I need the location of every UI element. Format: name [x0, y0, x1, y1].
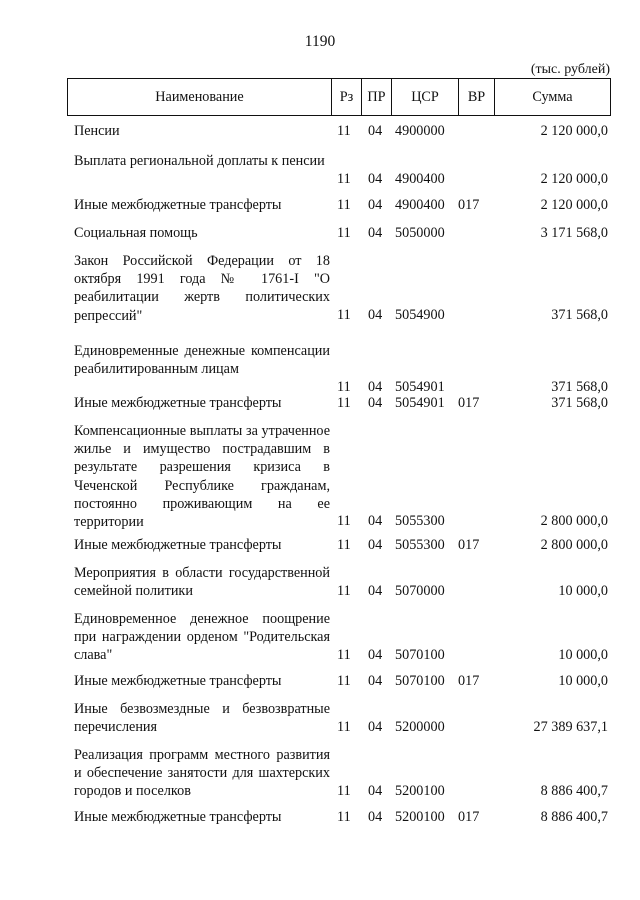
row-csr: 5070100 — [395, 673, 445, 689]
row-vr: 017 — [458, 673, 480, 689]
row-csr: 5055300 — [395, 513, 445, 529]
row-rz: 11 — [337, 537, 351, 553]
table-row — [0, 252, 640, 324]
page-number: 1190 — [304, 33, 336, 50]
row-csr: 4900400 — [395, 171, 445, 187]
row-vr: 017 — [458, 809, 480, 825]
row-name: Иные безвозмездные и безвозвратные перечисления — [74, 701, 330, 736]
row-name: Иные межбюджетные трансферты — [74, 197, 282, 213]
row-name: Иные межбюджетные трансферты — [74, 537, 282, 553]
row-name: Пенсии — [74, 123, 120, 139]
row-rz: 11 — [337, 809, 351, 825]
row-sum: 2 800 000,0 — [540, 537, 608, 553]
row-rz: 11 — [337, 513, 351, 529]
table-row — [0, 672, 640, 690]
table-row — [0, 152, 640, 188]
row-pr: 04 — [368, 171, 383, 187]
row-sum: 371 568,0 — [551, 307, 608, 323]
row-pr: 04 — [368, 197, 383, 213]
table-row — [0, 394, 640, 412]
row-rz: 11 — [337, 379, 351, 395]
row-csr: 5070000 — [395, 583, 445, 599]
row-name: Закон Российской Федерации от 18 октября 1991 года № 1761-I "О реабилитации жертв политических репрессий" — [74, 253, 330, 324]
row-csr: 5200000 — [395, 719, 445, 735]
row-sum: 8 886 400,7 — [540, 783, 608, 799]
row-sum: 2 120 000,0 — [540, 171, 608, 187]
row-sum: 2 800 000,0 — [540, 513, 608, 529]
row-rz: 11 — [337, 647, 351, 663]
row-csr: 5050000 — [395, 225, 445, 241]
table-row — [0, 700, 640, 736]
row-name: Единовременные денежные компенсации реабилитированным лицам — [74, 343, 330, 378]
row-pr: 04 — [368, 809, 383, 825]
row-rz: 11 — [337, 395, 351, 411]
row-pr: 04 — [368, 719, 383, 735]
row-sum: 10 000,0 — [558, 647, 608, 663]
table-row — [0, 536, 640, 554]
row-name: Выплата региональной доплаты к пенсии — [74, 153, 325, 169]
row-csr: 5055300 — [395, 537, 445, 553]
row-name: Иные межбюджетные трансферты — [74, 395, 282, 411]
row-csr: 5200100 — [395, 783, 445, 799]
row-sum: 27 389 637,1 — [533, 719, 608, 735]
row-name: Иные межбюджетные трансферты — [74, 809, 282, 825]
units-label: (тыс. рублей) — [530, 62, 610, 77]
row-sum: 2 120 000,0 — [540, 197, 608, 213]
row-name: Иные межбюджетные трансферты — [74, 673, 282, 689]
table-row — [0, 342, 640, 396]
row-pr: 04 — [368, 307, 383, 323]
row-rz: 11 — [337, 783, 351, 799]
row-rz: 11 — [337, 583, 351, 599]
row-csr: 5054900 — [395, 307, 445, 323]
table-row — [0, 564, 640, 600]
table-row — [0, 122, 640, 140]
row-rz: 11 — [337, 307, 351, 323]
row-name: Компенсационные выплаты за утраченное жилье и имущество пострадавшим в результате разрешения кризиса в Чеченской Республике гражданам, постоянно проживающим на ее территории — [74, 423, 330, 531]
row-name: Мероприятия в области государственной семейной политики — [74, 565, 330, 600]
row-vr: 017 — [458, 197, 480, 213]
row-csr: 5070100 — [395, 647, 445, 663]
row-pr: 04 — [368, 583, 383, 599]
row-pr: 04 — [368, 513, 383, 529]
row-name: Единовременное денежное поощрение при награждении орденом "Родительская слава" — [74, 611, 330, 664]
row-rz: 11 — [337, 719, 351, 735]
row-csr: 5054901 — [395, 395, 445, 411]
row-csr: 4900000 — [395, 123, 445, 139]
row-name: Социальная помощь — [74, 225, 198, 241]
row-rz: 11 — [337, 197, 351, 213]
table-row — [0, 196, 640, 214]
header-csr: ЦСР — [392, 79, 459, 115]
row-sum: 371 568,0 — [551, 395, 608, 411]
header-sum: Сумма — [532, 89, 573, 105]
row-sum: 10 000,0 — [558, 583, 608, 599]
row-pr: 04 — [368, 379, 383, 395]
row-sum: 2 120 000,0 — [540, 123, 608, 139]
header-name: Наименование — [68, 79, 332, 115]
row-pr: 04 — [368, 123, 383, 139]
header-vr: ВР — [459, 79, 495, 115]
header-rz: Рз — [332, 79, 362, 115]
row-rz: 11 — [337, 225, 351, 241]
table-row — [0, 746, 640, 800]
row-sum: 10 000,0 — [558, 673, 608, 689]
header-pr: ПР — [362, 79, 392, 115]
table-row — [0, 808, 640, 826]
row-sum: 8 886 400,7 — [540, 809, 608, 825]
table-row — [0, 422, 640, 530]
row-pr: 04 — [368, 395, 383, 411]
row-pr: 04 — [368, 225, 383, 241]
row-rz: 11 — [337, 673, 351, 689]
row-csr: 5200100 — [395, 809, 445, 825]
row-pr: 04 — [368, 537, 383, 553]
row-pr: 04 — [368, 673, 383, 689]
row-rz: 11 — [337, 171, 351, 187]
row-vr: 017 — [458, 395, 480, 411]
table-row — [0, 610, 640, 664]
row-rz: 11 — [337, 123, 351, 139]
row-vr: 017 — [458, 537, 480, 553]
table-row — [0, 224, 640, 242]
row-csr: 4900400 — [395, 197, 445, 213]
row-pr: 04 — [368, 647, 383, 663]
row-csr: 5054901 — [395, 379, 445, 395]
row-name: Реализация программ местного развития и обеспечение занятости для шахтерских городов и поселков — [74, 747, 330, 800]
row-sum: 371 568,0 — [551, 379, 608, 395]
row-sum: 3 171 568,0 — [540, 225, 608, 241]
row-pr: 04 — [368, 783, 383, 799]
